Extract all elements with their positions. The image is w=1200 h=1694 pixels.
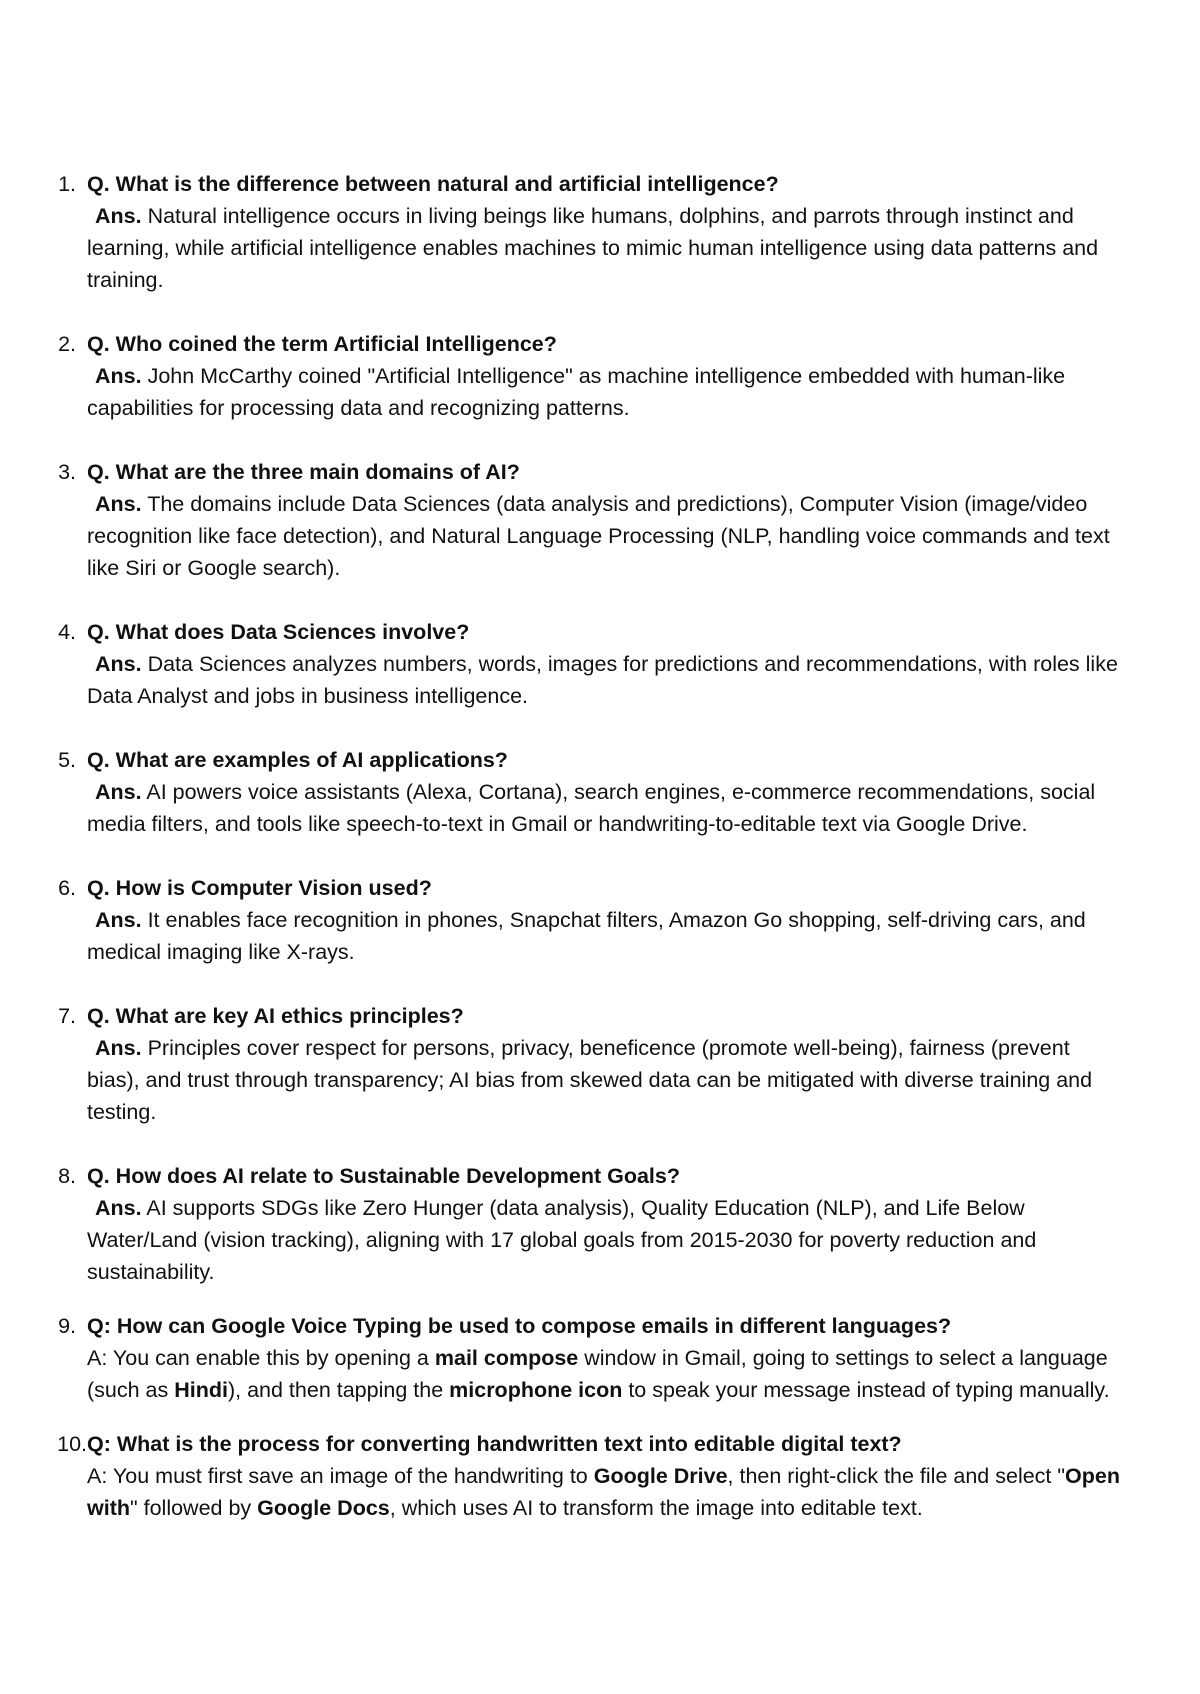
- answer-text: [87, 1032, 1120, 1128]
- qa-item-8: [40, 1160, 1120, 1288]
- qa-item-2: [40, 328, 1120, 424]
- question-text: Q. Who coined the term Artificial Intelligence?: [87, 332, 557, 356]
- qa-item-7: [40, 1000, 1120, 1128]
- qa-item-4: [40, 616, 1120, 712]
- answer-label: Ans.: [95, 492, 142, 516]
- answer-bold-term: Google Docs: [257, 1496, 390, 1520]
- answer-text-part: , which uses AI to transform the image into editable text.: [389, 1496, 923, 1520]
- answer-text-part: , then right-click the file and select ": [727, 1464, 1066, 1488]
- answer-body: It enables face recognition in phones, Snapchat filters, Amazon Go shopping, self-driving cars, and medical imaging like X-rays.: [87, 908, 1086, 964]
- question-text: Q. How does AI relate to Sustainable Development Goals?: [87, 1164, 680, 1188]
- answer-label: Ans.: [95, 908, 142, 932]
- answer-label: Ans.: [95, 1196, 142, 1220]
- item-number: 6.: [58, 876, 76, 900]
- answer-text: [87, 776, 1120, 840]
- answer-bold-term: microphone icon: [449, 1378, 623, 1402]
- question-text: Q: How can Google Voice Typing be used to compose emails in different languages?: [87, 1314, 952, 1338]
- answer-text: [87, 488, 1120, 584]
- answer-text: [87, 1460, 1120, 1524]
- answer-text: [87, 1342, 1120, 1406]
- answer-label: Ans.: [95, 364, 142, 388]
- answer-text-part: to speak your message instead of typing manually.: [622, 1378, 1110, 1402]
- item-number: 1.: [58, 172, 76, 196]
- answer-bold-term: Hindi: [174, 1378, 228, 1402]
- qa-item-3: [40, 456, 1120, 584]
- item-number: 3.: [58, 460, 76, 484]
- item-number: 7.: [58, 1004, 76, 1028]
- answer-text-part: A: You must first save an image of the handwriting to: [87, 1464, 594, 1488]
- answer-body: AI supports SDGs like Zero Hunger (data analysis), Quality Education (NLP), and Life Below Water/Land (vision tracking), aligning with 17 global goals from 2015-2030 for poverty reduction and sustainability.: [87, 1196, 1037, 1284]
- answer-text: [87, 904, 1120, 968]
- answer-bold-term: mail compose: [434, 1346, 579, 1370]
- qa-item-1: [40, 168, 1120, 296]
- answer-label: Ans.: [95, 1036, 142, 1060]
- answer-body: Data Sciences analyzes numbers, words, images for predictions and recommendations, with roles like Data Analyst and jobs in business intelligence.: [87, 652, 1118, 708]
- qa-item-9: [40, 1310, 1120, 1406]
- answer-text: [87, 360, 1120, 424]
- item-number: 10.: [57, 1432, 87, 1456]
- answer-text-part: ), and then tapping the: [227, 1378, 450, 1402]
- answer-bold-term: Open with: [87, 1464, 1120, 1520]
- item-number: 5.: [58, 748, 76, 772]
- answer-body: Natural intelligence occurs in living beings like humans, dolphins, and parrots through instinct and learning, while artificial intelligence enables machines to mimic human intelligence using data patterns and training.: [87, 204, 1099, 292]
- question-text: Q. What does Data Sciences involve?: [87, 620, 470, 644]
- question-text: Q: What is the process for converting handwritten text into editable digital text?: [87, 1432, 902, 1456]
- answer-body: John McCarthy coined "Artificial Intelligence" as machine intelligence embedded with human-like capabilities for processing data and recognizing patterns.: [87, 364, 1066, 420]
- item-number: 9.: [58, 1314, 76, 1338]
- qa-item-5: [40, 744, 1120, 840]
- question-text: Q. What are the three main domains of AI?: [87, 460, 520, 484]
- question-text: Q. How is Computer Vision used?: [87, 876, 432, 900]
- question-text: Q. What are key AI ethics principles?: [87, 1004, 464, 1028]
- qa-item-6: [40, 872, 1120, 968]
- question-text: Q. What is the difference between natural and artificial intelligence?: [87, 172, 779, 196]
- answer-body: AI powers voice assistants (Alexa, Cortana), search engines, e-commerce recommendations, social media filters, and tools like speech-to-text in Gmail or handwriting-to-editable text via Google Drive.: [87, 780, 1096, 836]
- answer-label: Ans.: [95, 204, 142, 228]
- answer-text-part: window in Gmail, going to settings to select a language (such as: [87, 1346, 1108, 1402]
- answer-label: Ans.: [95, 652, 142, 676]
- item-number: 8.: [58, 1164, 76, 1188]
- qa-item-10: [40, 1428, 1120, 1524]
- qa-list: [40, 168, 1120, 1524]
- answer-text: [87, 648, 1120, 712]
- answer-text: [87, 200, 1120, 296]
- answer-body: Principles cover respect for persons, privacy, beneficence (promote well-being), fairness (prevent bias), and trust through transparency; AI bias from skewed data can be mitigated with diverse training and testing.: [87, 1036, 1093, 1124]
- answer-bold-term: Google Drive: [593, 1464, 728, 1488]
- answer-body: The domains include Data Sciences (data analysis and predictions), Computer Vision (image/video recognition like face detection), and Natural Language Processing (NLP, handling voice commands and text like Siri or Google search).: [87, 492, 1110, 580]
- item-number: 2.: [58, 332, 76, 356]
- answer-text: [87, 1192, 1120, 1288]
- item-number: 4.: [58, 620, 76, 644]
- question-text: Q. What are examples of AI applications?: [87, 748, 508, 772]
- answer-label: Ans.: [95, 780, 142, 804]
- answer-text-part: A: You can enable this by opening a: [87, 1346, 435, 1370]
- answer-text-part: " followed by: [130, 1496, 258, 1520]
